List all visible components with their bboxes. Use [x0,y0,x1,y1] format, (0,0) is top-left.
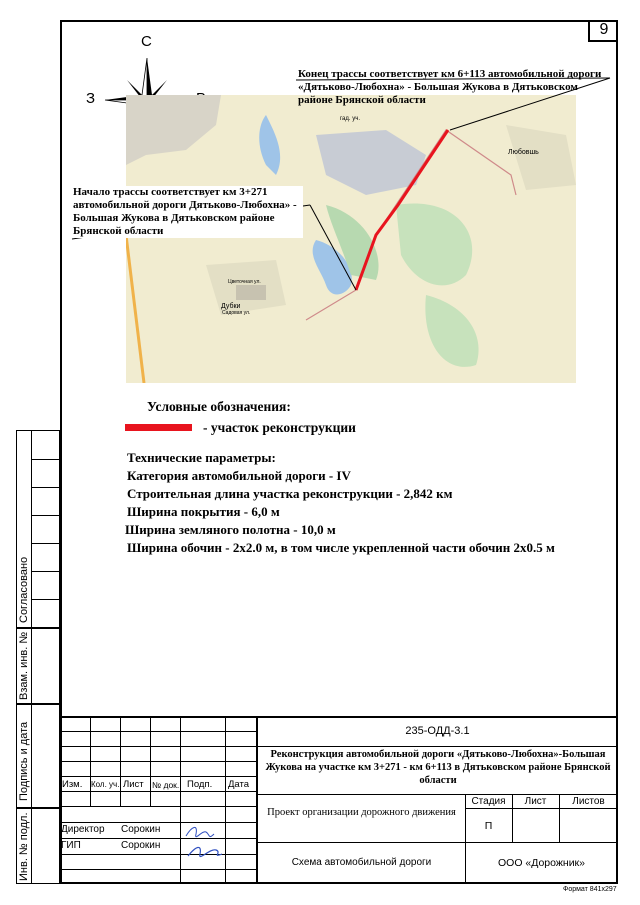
legend-swatch [125,424,192,431]
paper-format: Формат 841х297 [563,886,617,893]
col-data: Дата [228,779,250,790]
col-podp: Подп. [187,779,213,790]
sheet-number: 9 [588,20,618,42]
side-stamp-inv [16,808,60,884]
col-kol: Кол. уч. [91,780,120,789]
listov-header: Листов [572,796,605,807]
param-line: Строительная длина участка реконструкции - 2,842 км [127,486,453,501]
side-stamp-podpis [16,704,60,808]
params-title: Технические параметры: [127,450,276,465]
name-director: Сорокин [121,824,161,835]
organization: ООО «Дорожник» [497,857,585,869]
callout-end: Конец трассы соответствует км 6+113 автомобильной дороги «Дятьково-Любохна» - Большая Жукова в Дятьковском районе Брянской области [298,68,602,106]
doc-code: 235-ОДД-3.1 [405,725,470,737]
side-stamp-vzam [16,628,60,704]
param-line: Категория автомобильной дороги - IV [127,468,351,483]
side-stamp-soglasovano [16,430,60,628]
label-soglasovano: Согласовано [18,556,30,623]
col-izm: Изм. [62,779,83,790]
drawing-name: Схема автомобильной дороги [291,857,432,868]
stage-header: Стадия [471,796,506,807]
label-vzam: Взам. инв. № [18,631,30,700]
list-header: Лист [524,796,547,807]
label-podpis: Подпись и дата [18,721,30,801]
map-label-sad: Садовая ул. [222,310,251,316]
project-name: Проект организации дорожного движения [267,807,456,818]
param-line: Ширина покрытия - 6,0 м [127,504,280,519]
param-line: Ширина обочин - 2х2.0 м, в том числе укрепленной части обочин 2х0.5 м [127,540,555,555]
col-list: Лист [123,779,144,790]
compass-north: С [141,33,152,50]
technical-params [127,449,555,557]
label-inv: Инв. № подл. [18,812,30,881]
name-gip: Сорокин [121,840,161,851]
legend-item-label: - участок реконструкции [203,420,356,435]
map-label-dubki: Дубки [221,303,241,310]
role-director: Директор [61,824,105,835]
map-label-cvet: Цветочная ул. [228,279,261,285]
title-block [60,716,618,884]
legend-title: Условные обозначения: [147,399,291,414]
callout-start: Начало трассы соответствует км 3+271 автомобильной дороги Дятьково-Любохна» - Большая Жукова в Дятьковском районе Брянской области [73,186,303,238]
col-ndok: № док. [152,780,180,790]
doc-title: Реконструкция автомобильной дороги «Дятьково-Любохна»-Большая Жукова на участке км 3+271 - км 6+113 в Дятьковском районе Брянской области [265,749,611,786]
signature-icon [182,820,226,866]
map-label-gad: гад. уч. [340,116,361,122]
stage-value: П [484,820,493,832]
param-line: Ширина земляного полотна - 10,0 м [125,522,336,537]
compass-west: З [86,90,96,107]
role-gip: ГИП [61,840,81,851]
map-label-lyubovsh: Любовшь [508,149,539,156]
